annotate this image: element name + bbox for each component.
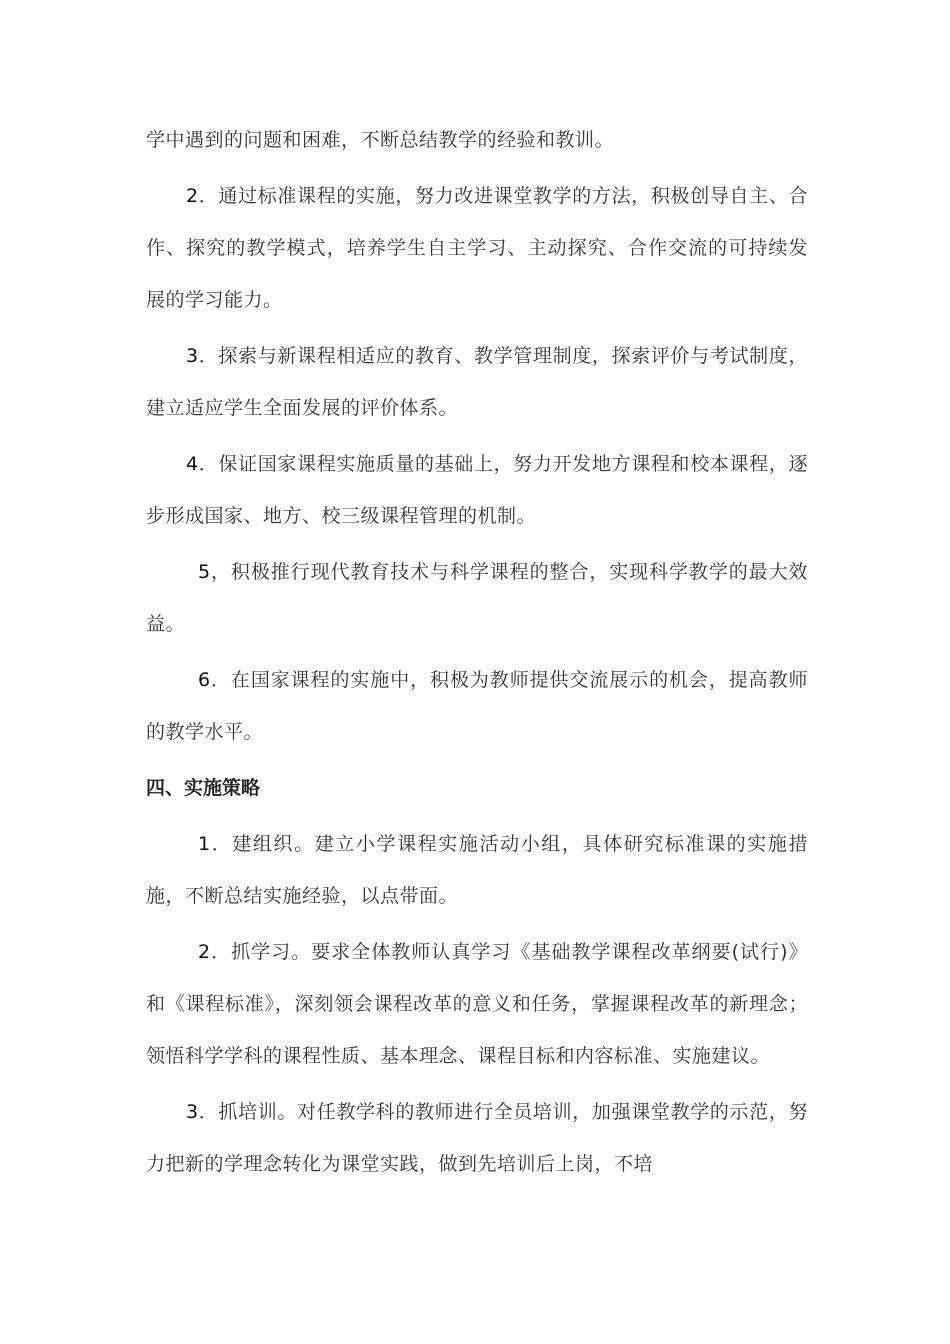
item-text: ．通过标准课程的实施，努力改进课堂教学的方法，积极创导自主、合作、探究的教学模式，培养学生自主学习、主动探究、合作交流的可持续发展的学习能力。 xyxy=(146,185,808,311)
item-number: 2 xyxy=(186,185,199,207)
objective-item-2 xyxy=(146,170,808,326)
item-number: 3 xyxy=(186,1101,199,1123)
objective-item-4 xyxy=(146,438,808,542)
strategy-item-2 xyxy=(146,926,808,1082)
item-number: 5 xyxy=(198,561,211,583)
item-text: ，积极推行现代教育技术与科学课程的整合，实现科学教学的最大效益。 xyxy=(146,561,808,635)
item-number: 4 xyxy=(186,453,199,475)
paragraph-text: 学中遇到的问题和困难，不断总结教学的经验和教训。 xyxy=(146,129,615,151)
item-text: ．保证国家课程实施质量的基础上，努力开发地方课程和校本课程，逐步形成国家、地方、校三级课程管理的机制。 xyxy=(146,453,808,527)
paragraph-continuation xyxy=(146,114,808,166)
item-number: 3 xyxy=(186,345,199,367)
item-number: 2 xyxy=(198,941,211,963)
item-text: ．探索与新课程相适应的教育、教学管理制度，探索评价与考试制度，建立适应学生全面发展的评价体系。 xyxy=(146,345,808,419)
item-number: 6 xyxy=(198,669,211,691)
section-heading: 四、实施策略 xyxy=(146,777,261,799)
item-text: ．在国家课程的实施中，积极为教师提供交流展示的机会，提高教师的教学水平。 xyxy=(146,669,808,743)
item-number: 1 xyxy=(198,833,211,855)
objective-item-6 xyxy=(146,654,808,758)
item-text: ．建组织。建立小学课程实施活动小组，具体研究标准课的实施措施，不断总结实施经验，以点带面。 xyxy=(146,833,808,907)
document-body xyxy=(146,114,808,1190)
objective-item-5 xyxy=(146,546,808,650)
strategy-item-3 xyxy=(146,1086,808,1190)
strategy-item-1 xyxy=(146,818,808,922)
item-text: ．抓培训。对任教学科的教师进行全员培训，加强课堂教学的示范，努力把新的学理念转化为课堂实践，做到先培训后上岗，不培 xyxy=(146,1101,808,1175)
item-text: ．抓学习。要求全体教师认真学习《基础教学课程改革纲要(试行)》和《课程标准》，深刻领会课程改革的意义和任务，掌握课程改革的新理念；领悟科学学科的课程性质、基本理念、课程目标和内容标准、实施建议。 xyxy=(146,941,808,1067)
objective-item-3 xyxy=(146,330,808,434)
